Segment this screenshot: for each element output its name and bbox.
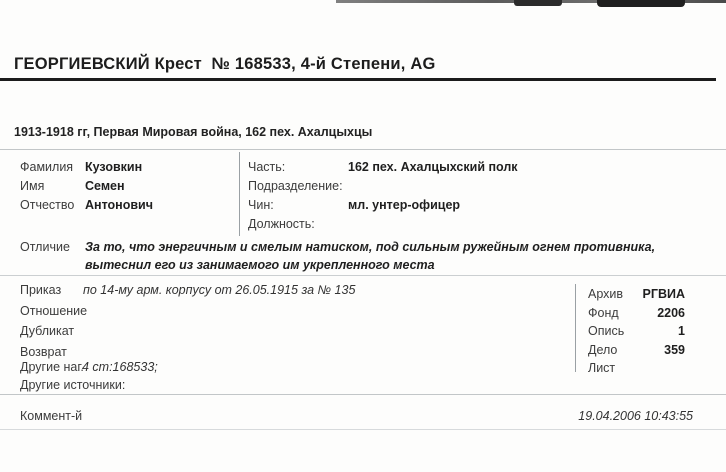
other-awards-label: Другие наг. [20, 360, 84, 374]
patronymic-label: Отчество [20, 198, 75, 212]
surname-value: Кузовкин [85, 160, 143, 174]
inventory-value: 1 [678, 324, 685, 338]
fund-label: Фонд [588, 306, 619, 320]
order-label: Приказ [20, 283, 62, 297]
scan-artifact-blob [514, 0, 562, 6]
first-name-label: Имя [20, 179, 45, 193]
position-label: Должность: [248, 217, 315, 231]
first-name-value: Семен [85, 179, 125, 193]
unit-value: 162 пех. Ахалцыхский полк [348, 160, 518, 174]
section-divider [0, 275, 726, 276]
subdivision-label: Подразделение: [248, 179, 343, 193]
duplicate-label: Дубликат [20, 324, 75, 338]
page-title: ГЕОРГИЕВСКИЙ Крест № 168533, 4-й Степени, AG [14, 55, 436, 73]
section-divider [0, 429, 726, 430]
case-value: 359 [664, 343, 685, 357]
order-value: по 14-му арм. корпусу от 26.05.1915 за № 135 [83, 283, 356, 297]
column-divider [575, 284, 576, 372]
scan-artifact-blob [597, 0, 685, 7]
archive-label: Архив [588, 287, 624, 301]
patronymic-value: Антонович [85, 198, 153, 212]
distinction-text: За то, что энергичным и смелым натиском, под сильным ружейным огнем противника, вытеснил его из занимаемого им укрепленного места [85, 240, 656, 272]
rank-label: Чин: [248, 198, 274, 212]
surname-label: Фамилия [20, 160, 74, 174]
other-sources-label: Другие источники: [20, 378, 126, 392]
column-divider [239, 152, 240, 236]
section-divider [0, 394, 726, 395]
rank-value: мл. унтер-офицер [348, 198, 461, 212]
fund-value: 2206 [657, 306, 685, 320]
distinction-label: Отличие [20, 240, 70, 254]
sheet-label: Лист [588, 361, 616, 375]
other-awards-value: 4 ст:168533; [82, 360, 158, 374]
unit-label: Часть: [248, 160, 286, 174]
comment-label: Коммент-й [20, 409, 83, 423]
war-period-subtitle: 1913-1918 гг, Первая Мировая война, 162 пех. Ахалцыхцы [14, 125, 373, 139]
inventory-label: Опись [588, 324, 625, 338]
archive-value: РГВИА [642, 287, 685, 301]
return-label: Возврат [20, 345, 67, 359]
section-divider [0, 149, 726, 150]
case-label: Дело [588, 343, 618, 357]
title-rule [0, 78, 716, 81]
relation-label: Отношение [20, 304, 88, 318]
record-timestamp: 19.04.2006 10:43:55 [578, 409, 693, 423]
